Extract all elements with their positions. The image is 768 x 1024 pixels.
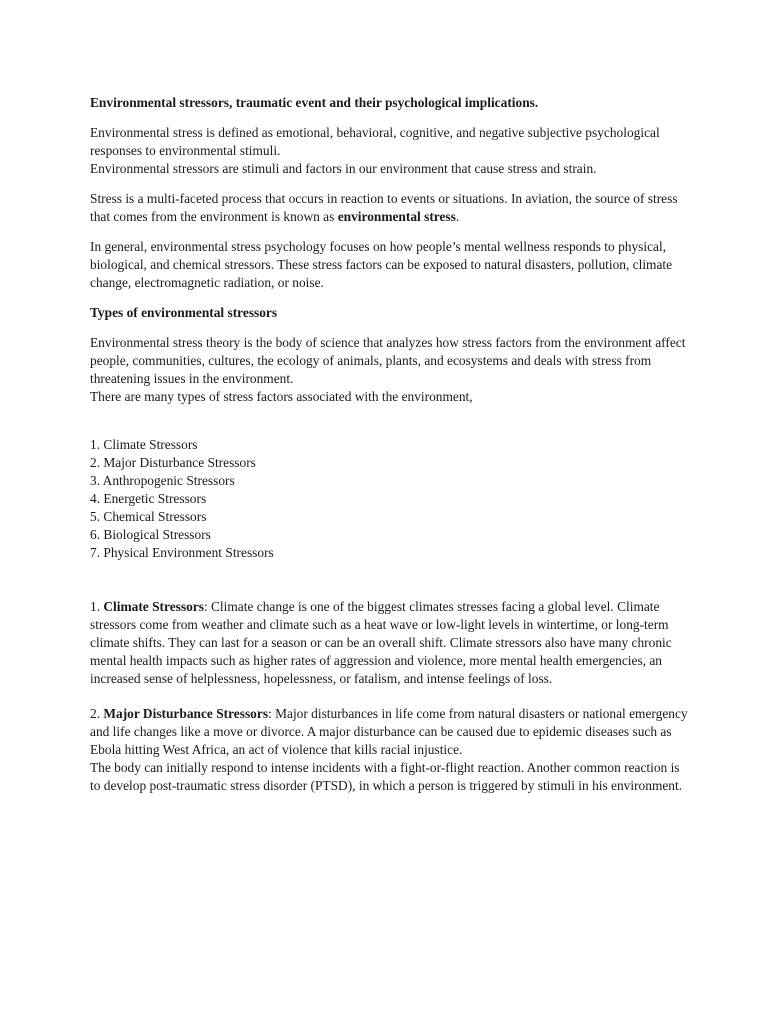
climate-number: 1. <box>90 599 104 614</box>
list-item: 3. Anthropogenic Stressors <box>90 473 235 488</box>
many-types-paragraph: There are many types of stress factors associated with the environment, <box>90 389 473 404</box>
list-item: 6. Biological Stressors <box>90 527 211 542</box>
stress-text: Stress is a multi-faceted process that occurs in reaction to events or situations. In aviation, the source of stress that comes from the environment is known as <box>90 191 678 224</box>
document-title: Environmental stressors, traumatic event and their psychological implications. <box>90 95 539 110</box>
disturbance-number: 2. <box>90 706 104 721</box>
list-item: 4. Energetic Stressors <box>90 491 207 506</box>
disturbance-stressors-paragraph <box>90 705 690 759</box>
theory-paragraph: Environmental stress theory is the body of science that analyzes how stress factors from the environment affect people, communities, cultures, the ecology of animals, plants, and ecosystems and deals with stress from threatening issues in the environment. <box>90 335 686 386</box>
stress-bold-term: environmental stress <box>337 209 456 224</box>
list-item: 2. Major Disturbance Stressors <box>90 455 256 470</box>
disturbance-text: : Major disturbances in life come from natural disasters or national emergency and life changes like a move or divorce. A major disturbance can be caused due to epidemic diseases such as Ebola hitting West Africa, an act of violence that kills racial injustice. <box>90 706 688 757</box>
intro-stressors: Environmental stressors are stimuli and factors in our environment that cause stress and strain. <box>90 161 597 176</box>
disturbance-term: Major Disturbance Stressors <box>103 706 269 721</box>
climate-text: : Climate change is one of the biggest climates stresses facing a global level. Climate stressors come from weather and climate such as a heat wave or low-light levels in wintertime, or long-term climate shifts. They can last for a season or can be an overall shift. Climate stressors also have many chronic mental health impacts such as higher rates of aggression and violence, more mental health emergencies, an increased sense of helplessness, hopelessness, or fatalism, and intense feelings of loss. <box>90 599 672 686</box>
stressor-list <box>90 436 690 562</box>
climate-stressors-paragraph <box>90 598 690 688</box>
list-item: 5. Chemical Stressors <box>90 509 207 524</box>
stress-paragraph <box>90 190 690 226</box>
intro-definition: Environmental stress is defined as emotional, behavioral, cognitive, and negative subjective psychological responses to environmental stimuli. <box>90 125 660 158</box>
types-heading: Types of environmental stressors <box>90 305 278 320</box>
disturbance-followup: The body can initially respond to intense incidents with a fight-or-flight reaction. Another common reaction is to develop post-traumatic stress disorder (PTSD), in which a person is triggered by stimuli in his environment. <box>90 760 683 793</box>
document-body <box>90 94 690 795</box>
list-item: 7. Physical Environment Stressors <box>90 545 274 560</box>
list-item: 1. Climate Stressors <box>90 437 198 452</box>
stress-end: . <box>455 209 460 224</box>
climate-term: Climate Stressors <box>103 599 204 614</box>
general-paragraph: In general, environmental stress psychology focuses on how people’s mental wellness responds to physical, biological, and chemical stressors. These stress factors can be exposed to natural disasters, pollution, climate change, electromagnetic radiation, or noise. <box>90 239 673 290</box>
